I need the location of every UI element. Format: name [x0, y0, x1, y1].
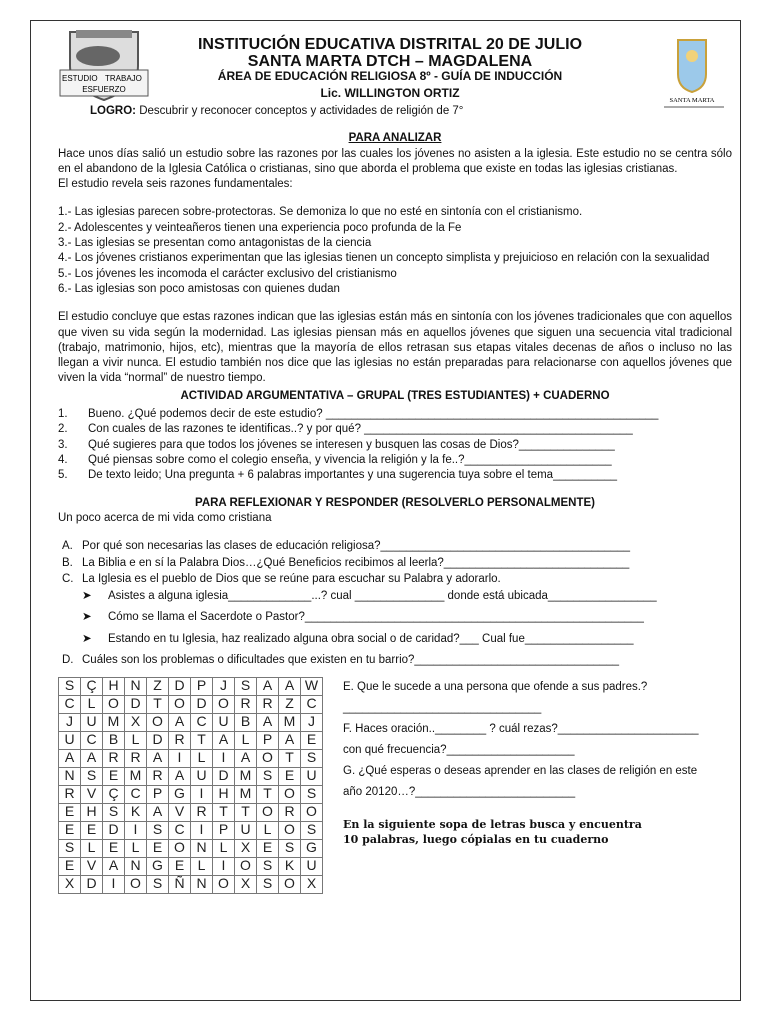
- grid-cell: U: [59, 731, 81, 749]
- grid-cell: O: [125, 875, 147, 893]
- question-item: [58, 453, 732, 468]
- reflect-subitem: [62, 631, 732, 648]
- reflexionar-title: PARA REFLEXIONAR Y RESPONDER (RESOLVERLO PERSONALMENTE): [195, 496, 595, 509]
- grid-cell: A: [257, 677, 279, 695]
- grid-cell: I: [191, 821, 213, 839]
- item-letter: A.: [62, 540, 73, 553]
- grid-cell: U: [235, 821, 257, 839]
- subitem-text: Cómo se llama el Sacerdote o Pastor?_____________________________________________________: [108, 611, 644, 624]
- grid-cell: T: [257, 785, 279, 803]
- grid-cell: L: [81, 839, 103, 857]
- grid-cell: P: [191, 677, 213, 695]
- grid-cell: A: [279, 677, 301, 695]
- grid-cell: S: [257, 857, 279, 875]
- grid-cell: R: [169, 731, 191, 749]
- grid-cell: W: [301, 677, 323, 695]
- grid-cell: T: [213, 803, 235, 821]
- question-item: [58, 438, 732, 453]
- grid-cell: S: [147, 875, 169, 893]
- grid-cell: K: [125, 803, 147, 821]
- grid-cell: M: [235, 767, 257, 785]
- grid-cell: Ç: [103, 785, 125, 803]
- reason-item: 2.- Adolescentes y veinteañeros tienen una experiencia poco profunda de la Fe: [58, 221, 462, 234]
- grid-cell: S: [257, 767, 279, 785]
- grid-cell: E: [103, 767, 125, 785]
- reasons-list: [58, 205, 732, 297]
- question-item: [58, 468, 732, 483]
- grid-cell: V: [81, 857, 103, 875]
- grid-cell: O: [279, 875, 301, 893]
- grid-cell: L: [191, 857, 213, 875]
- question-number: 3.: [58, 438, 68, 451]
- grid-cell: K: [279, 857, 301, 875]
- reflect-item-g: G. ¿Qué esperas o deseas aprender en las clases de religión en este año 20120…?_________________________: [343, 764, 698, 798]
- grid-cell: O: [235, 857, 257, 875]
- grid-cell: P: [213, 821, 235, 839]
- grid-cell: X: [125, 713, 147, 731]
- question-text: Qué piensas sobre como el colegio enseña, y vivencia la religión y la fe..?_______________________: [88, 453, 612, 466]
- grid-cell: A: [169, 767, 191, 785]
- para-analizar-title: PARA ANALIZAR: [348, 132, 442, 145]
- grid-cell: S: [59, 677, 81, 695]
- grid-cell: O: [257, 803, 279, 821]
- grid-cell: D: [191, 695, 213, 713]
- grid-cell: G: [301, 839, 323, 857]
- reflect-item-f: F. Haces oración..________ ? cuál rezas?______________________ con qué frecuencia?____________________: [343, 722, 699, 756]
- grid-cell: S: [103, 803, 125, 821]
- grid-cell: N: [191, 875, 213, 893]
- grid-cell: N: [59, 767, 81, 785]
- grid-cell: A: [213, 731, 235, 749]
- grid-cell: L: [81, 695, 103, 713]
- right-column: [343, 677, 703, 894]
- grid-cell: O: [169, 839, 191, 857]
- grid-cell: E: [301, 731, 323, 749]
- grid-row: [59, 677, 323, 695]
- grid-cell: R: [279, 803, 301, 821]
- grid-cell: C: [301, 695, 323, 713]
- grid-cell: S: [81, 767, 103, 785]
- grid-cell: S: [301, 785, 323, 803]
- grid-row: [59, 713, 323, 731]
- grid-cell: M: [279, 713, 301, 731]
- grid-cell: H: [81, 803, 103, 821]
- reflexionar-subtitle: Un poco acerca de mi vida como cristiana: [58, 511, 272, 524]
- grid-cell: I: [191, 785, 213, 803]
- arrow-bullet-icon: ➤: [82, 611, 92, 624]
- reflect-item-e: E. Que le sucede a una persona que ofende a sus padres.?_______________________________: [343, 680, 648, 714]
- grid-cell: I: [125, 821, 147, 839]
- question-text: Qué sugieres para que todos los jóvenes se interesen y busquen las cosas de Dios?_______________: [88, 438, 615, 451]
- question-item: [58, 422, 732, 437]
- grid-cell: C: [169, 821, 191, 839]
- grid-cell: E: [59, 821, 81, 839]
- grid-cell: J: [213, 677, 235, 695]
- grid-cell: P: [147, 785, 169, 803]
- grid-cell: T: [235, 803, 257, 821]
- question-number: 2.: [58, 423, 68, 436]
- grid-cell: C: [191, 713, 213, 731]
- grid-cell: C: [81, 731, 103, 749]
- grid-cell: R: [125, 749, 147, 767]
- logro-text: Descubrir y reconocer conceptos y actividades de religión de 7°: [136, 105, 464, 117]
- grid-cell: O: [257, 749, 279, 767]
- grid-cell: B: [235, 713, 257, 731]
- grid-cell: M: [125, 767, 147, 785]
- arrow-bullet-icon: ➤: [82, 589, 92, 602]
- school-name: INSTITUCIÓN EDUCATIVA DISTRITAL 20 DE JULIO: [197, 36, 583, 53]
- santa-marta-logo: [660, 36, 730, 112]
- grid-cell: Z: [279, 695, 301, 713]
- grid-cell: A: [235, 749, 257, 767]
- grid-cell: X: [59, 875, 81, 893]
- reflect-item: [62, 571, 732, 588]
- grid-cell: S: [235, 677, 257, 695]
- grid-cell: E: [59, 803, 81, 821]
- grid-cell: O: [213, 875, 235, 893]
- grid-cell: M: [103, 713, 125, 731]
- grid-cell: A: [59, 749, 81, 767]
- item-text: Por qué son necesarias las clases de educación religiosa?_______________________________________: [82, 540, 630, 553]
- conclusion-paragraph: El estudio concluye que estas razones indican que las iglesias están más en sintonía con los jóvenes tradicionales que con aquellos que viven su vida según la modernidad. Las iglesias piensan más en aquellos jóvenes que siguen una secuencia vital tradicional (trabajo, matrimonio, hijos, etc), mientras que la mayoría de ellos retrasan sus etapas vitales decenas de años o incluso no las llegan a vivir nunca. El estudio también nos dice que las iglesias no están preparadas para relacionarse con aquellos jóvenes que viven la vida “normal” de nuestro tiempo.: [58, 311, 732, 385]
- grid-cell: U: [213, 713, 235, 731]
- grid-cell: L: [191, 749, 213, 767]
- reflect-item: [62, 538, 732, 555]
- grid-cell: Ç: [81, 677, 103, 695]
- grid-cell: U: [191, 767, 213, 785]
- crest-text-estudio: ESTUDIO: [62, 74, 98, 83]
- reason-item: 4.- Los jóvenes cristianos experimentan que las iglesias tienen un concepto simplista y prejuicioso en relación con la sexualidad: [58, 252, 710, 265]
- grid-cell: O: [103, 695, 125, 713]
- question-text: De texto leido; Una pregunta + 6 palabras importantes y una sugerencia tuya sobre el tema__________: [88, 469, 618, 482]
- grid-cell: N: [191, 839, 213, 857]
- grid-cell: D: [81, 875, 103, 893]
- actividad-questions: [58, 407, 732, 483]
- grid-cell: B: [103, 731, 125, 749]
- reason-item: 6.- Las iglesias son poco amistosas con quienes dudan: [58, 282, 340, 295]
- grid-cell: I: [103, 875, 125, 893]
- logro: [58, 104, 732, 119]
- grid-cell: U: [301, 767, 323, 785]
- grid-cell: E: [59, 857, 81, 875]
- grid-cell: L: [213, 839, 235, 857]
- arrow-bullet-icon: ➤: [82, 632, 92, 645]
- grid-cell: V: [81, 785, 103, 803]
- santa-marta-text: SANTA MARTA: [669, 97, 715, 104]
- grid-cell: H: [103, 677, 125, 695]
- crest-text-esfuerzo: ESFUERZO: [82, 85, 126, 94]
- intro-paragraph: Hace unos días salió un estudio sobre las razones por las cuales los jóvenes no asisten a la iglesia. Este estudio no se centra sólo en el abandono de la Iglesia Católica o cristianas, sino que aborda el problema que existe en todas las iglesias cristianas.: [58, 147, 732, 175]
- grid-cell: S: [301, 749, 323, 767]
- word-search-grid: [58, 677, 323, 894]
- grid-cell: N: [125, 677, 147, 695]
- grid-cell: J: [59, 713, 81, 731]
- grid-cell: M: [235, 785, 257, 803]
- question-item: [58, 407, 732, 422]
- crest-text-trabajo: TRABAJO: [105, 74, 142, 83]
- school-crest-logo: [58, 26, 150, 104]
- grid-cell: R: [103, 749, 125, 767]
- grid-cell: O: [301, 803, 323, 821]
- grid-cell: R: [257, 695, 279, 713]
- grid-cell: T: [147, 695, 169, 713]
- grid-cell: S: [59, 839, 81, 857]
- question-number: 5.: [58, 469, 68, 482]
- grid-cell: R: [59, 785, 81, 803]
- grid-cell: D: [169, 677, 191, 695]
- reflexionar-right-items: [343, 677, 703, 803]
- grid-cell: O: [147, 713, 169, 731]
- grid-cell: A: [147, 803, 169, 821]
- grid-cell: I: [169, 749, 191, 767]
- reason-item: 1.- Las iglesias parecen sobre-protectoras. Se demoniza lo que no esté en sintonía con el cristianismo.: [58, 206, 583, 219]
- grid-row: [59, 785, 323, 803]
- item-letter: C.: [62, 573, 74, 586]
- grid-cell: S: [301, 821, 323, 839]
- question-number: 4.: [58, 453, 68, 466]
- grid-cell: G: [169, 785, 191, 803]
- grid-cell: L: [125, 731, 147, 749]
- grid-cell: S: [147, 821, 169, 839]
- reflect-subitem: [62, 588, 732, 605]
- grid-cell: O: [213, 695, 235, 713]
- grid-cell: U: [301, 857, 323, 875]
- grid-row: [59, 875, 323, 893]
- item-letter: B.: [62, 556, 73, 569]
- grid-cell: E: [81, 821, 103, 839]
- grid-cell: I: [213, 749, 235, 767]
- grid-cell: O: [279, 785, 301, 803]
- intro-reasons-lead: El estudio revela seis razones fundamentales:: [58, 178, 293, 191]
- grid-cell: A: [81, 749, 103, 767]
- grid-cell: E: [257, 839, 279, 857]
- grid-cell: H: [213, 785, 235, 803]
- grid-row: [59, 821, 323, 839]
- actividad-title: ACTIVIDAD ARGUMENTATIVA – GRUPAL (TRES ESTUDIANTES) + CUADERNO: [180, 389, 610, 402]
- reflect-item: [62, 555, 732, 572]
- grid-row: [59, 749, 323, 767]
- grid-cell: D: [147, 731, 169, 749]
- grid-cell: R: [147, 767, 169, 785]
- grid-row: [59, 857, 323, 875]
- question-text: Con cuales de las razones te identificas..? y por qué? __________________________________________: [88, 423, 633, 436]
- grid-cell: C: [125, 785, 147, 803]
- item-letter: D.: [62, 654, 74, 667]
- grid-cell: Ñ: [169, 875, 191, 893]
- grid-cell: A: [279, 731, 301, 749]
- grid-cell: T: [279, 749, 301, 767]
- area-title: ÁREA DE EDUCACIÓN RELIGIOSA 8º - GUÍA DE INDUCCIÓN: [217, 69, 563, 83]
- grid-cell: N: [125, 857, 147, 875]
- school-location: SANTA MARTA DTCH – MAGDALENA: [247, 53, 533, 70]
- grid-row: [59, 695, 323, 713]
- item-text: La Biblia e en sí la Palabra Dios…¿Qué Beneficios recibimos al leerla?_____________________________: [82, 556, 630, 569]
- grid-cell: O: [279, 821, 301, 839]
- document-body: [58, 104, 732, 894]
- reason-item: 3.- Las iglesias se presentan como antagonistas de la ciencia: [58, 237, 372, 250]
- grid-cell: L: [235, 731, 257, 749]
- grid-cell: Z: [147, 677, 169, 695]
- grid-cell: C: [59, 695, 81, 713]
- question-number: 1.: [58, 408, 68, 421]
- reason-item: 5.- Los jóvenes les incomoda el carácter exclusivo del cristianismo: [58, 267, 397, 280]
- grid-cell: S: [279, 839, 301, 857]
- grid-cell: P: [257, 731, 279, 749]
- grid-row: [59, 839, 323, 857]
- sopa-instruction: En la siguiente sopa de letras busca y encuentra 10 palabras, luego cópialas en tu cuaderno: [343, 817, 642, 846]
- grid-cell: E: [279, 767, 301, 785]
- grid-cell: A: [169, 713, 191, 731]
- grid-cell: A: [147, 749, 169, 767]
- grid-cell: L: [257, 821, 279, 839]
- reflect-subitem: [62, 609, 732, 626]
- grid-row: [59, 803, 323, 821]
- item-text: La Iglesia es el pueblo de Dios que se reúne para escuchar su Palabra y adorarlo.: [82, 573, 501, 586]
- grid-cell: J: [301, 713, 323, 731]
- grid-cell: R: [235, 695, 257, 713]
- grid-row: [59, 767, 323, 785]
- reflexionar-items: [58, 538, 732, 669]
- subitem-text: Asistes a alguna iglesia_____________...? cual ______________ donde está ubicada_________________: [108, 589, 657, 602]
- grid-cell: A: [103, 857, 125, 875]
- grid-cell: O: [169, 695, 191, 713]
- grid-cell: D: [125, 695, 147, 713]
- subitem-text: Estando en tu Iglesia, haz realizado alguna obra social o de caridad?___ Cual fue_________________: [108, 632, 634, 645]
- grid-cell: V: [169, 803, 191, 821]
- logro-label: LOGRO:: [90, 105, 136, 117]
- grid-cell: E: [147, 839, 169, 857]
- grid-cell: L: [125, 839, 147, 857]
- grid-cell: I: [213, 857, 235, 875]
- reflect-item: [62, 652, 732, 669]
- bottom-section: [58, 677, 732, 894]
- grid-cell: E: [169, 857, 191, 875]
- grid-cell: R: [191, 803, 213, 821]
- grid-cell: D: [103, 821, 125, 839]
- grid-cell: U: [81, 713, 103, 731]
- grid-cell: S: [257, 875, 279, 893]
- grid-cell: E: [103, 839, 125, 857]
- question-text: Bueno. ¿Qué podemos decir de este estudio? ____________________________________________________: [88, 408, 659, 421]
- grid-cell: A: [257, 713, 279, 731]
- grid-cell: X: [301, 875, 323, 893]
- grid-cell: X: [235, 839, 257, 857]
- grid-row: [59, 731, 323, 749]
- grid-cell: X: [235, 875, 257, 893]
- grid-cell: T: [191, 731, 213, 749]
- grid-cell: G: [147, 857, 169, 875]
- grid-cell: D: [213, 767, 235, 785]
- item-text: Cuáles son los problemas o dificultades que existen en tu barrio?________________________________: [82, 654, 620, 667]
- teacher-name: Lic. WILLINGTON ORTIZ: [320, 86, 460, 100]
